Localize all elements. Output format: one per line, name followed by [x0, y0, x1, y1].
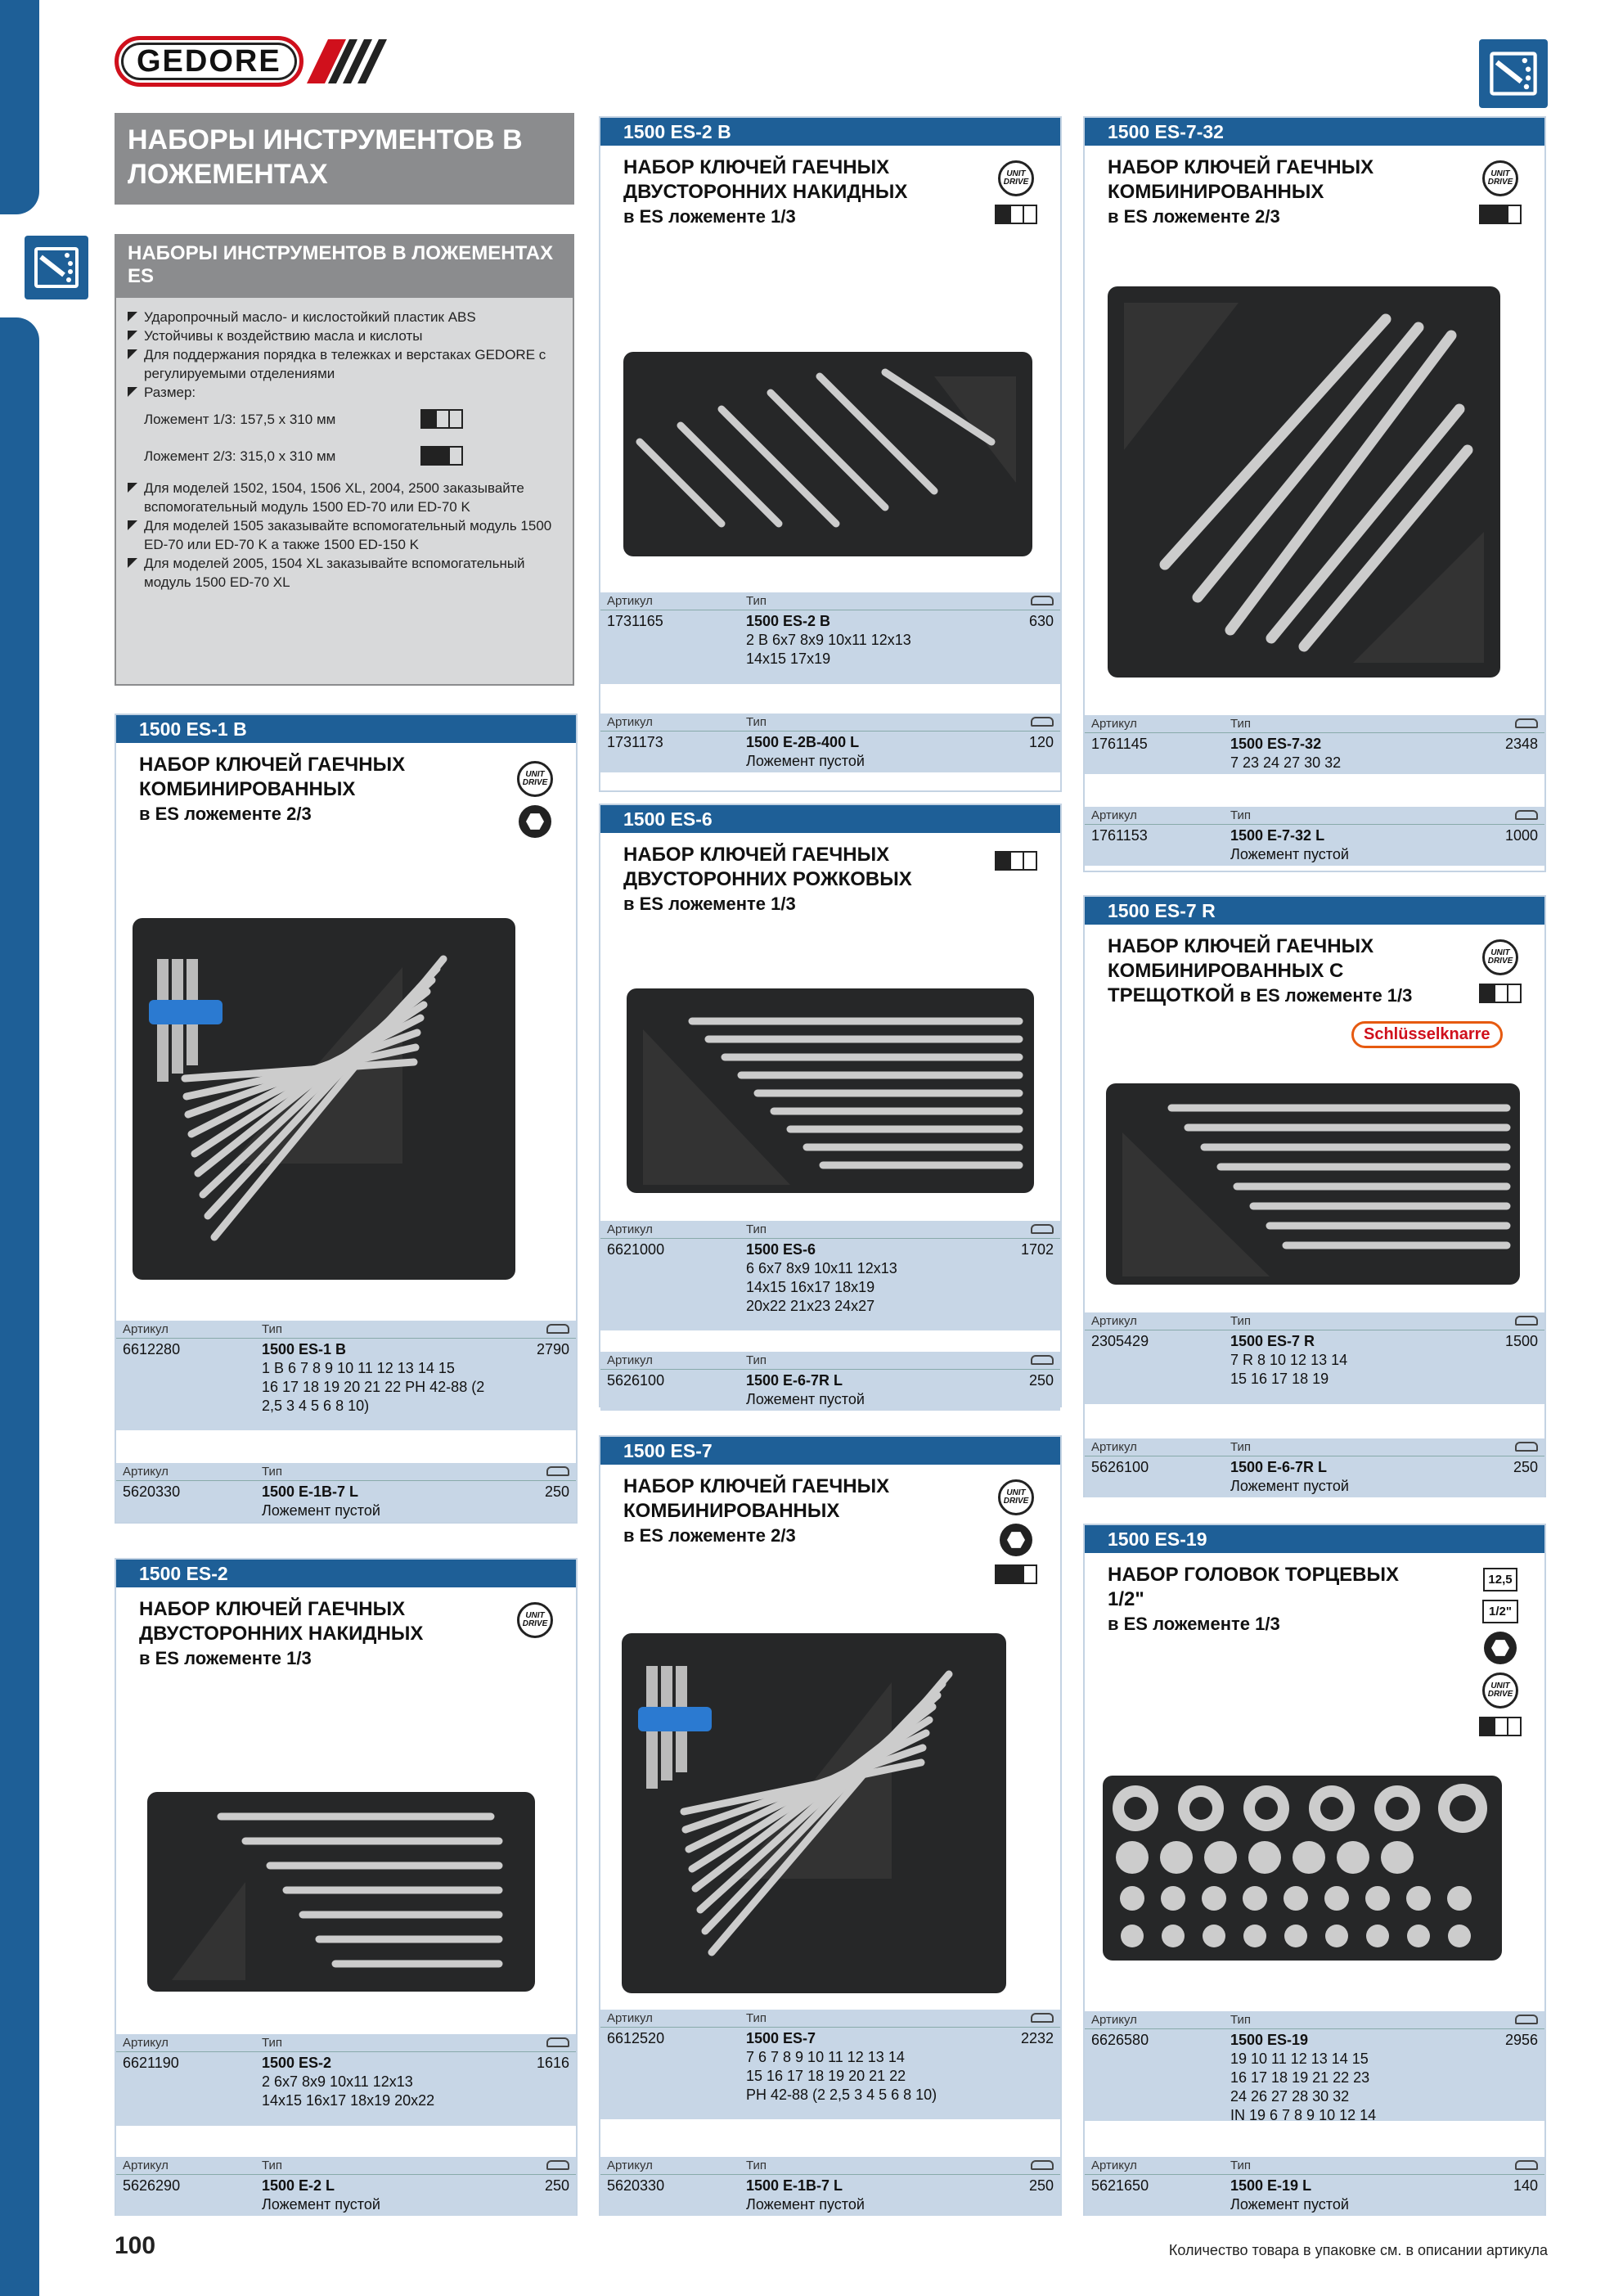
type-cell	[746, 1371, 865, 1409]
product-code: 1500 ES-19	[1085, 1525, 1544, 1553]
weight-scale-icon	[1031, 1355, 1054, 1365]
weight-scale-icon	[1515, 810, 1538, 820]
article-number: 6612280	[123, 1341, 181, 1357]
drive-size-half-inch-icon: 1/2"	[1482, 1600, 1518, 1623]
feature-icons	[1479, 1568, 1522, 1736]
type-code: 1500 E-2 L	[262, 2177, 335, 2194]
type-line: 7 23 24 27 30 32	[1230, 754, 1342, 771]
type-cell	[746, 2029, 937, 2118]
weight-value: 2956	[1504, 2032, 1538, 2048]
left-edge-bar-top	[0, 0, 39, 214]
product-subtitle: в ES ложементе 1/3	[139, 1648, 312, 1668]
product-title	[1085, 146, 1428, 229]
product-card-es7	[599, 1435, 1062, 2216]
page-number: 100	[115, 2232, 156, 2259]
col-article-header: Артикул	[607, 1353, 653, 1367]
weight-value: 250	[1028, 1372, 1054, 1389]
weight-value: 1500	[1504, 1333, 1538, 1349]
product-subtitle: в ES ложементе 2/3	[623, 1525, 796, 1546]
feature-icons	[517, 1602, 553, 1638]
col-article-header: Артикул	[123, 1465, 169, 1479]
tray-two-thirds-icon	[420, 446, 463, 466]
article-number: 1761145	[1091, 736, 1148, 752]
product-title	[116, 1587, 460, 1671]
col-article-header: Артикул	[607, 594, 653, 608]
type-line: 14x15 16x17 18x19	[746, 1279, 875, 1295]
price-table	[1085, 1438, 1544, 1497]
feature-icons	[1479, 939, 1522, 1003]
price-table	[1085, 715, 1544, 774]
type-cell	[1230, 826, 1349, 864]
product-card-es732	[1083, 116, 1546, 872]
type-line: 16 17 18 19 21 22 23	[1230, 2069, 1370, 2086]
unit-drive-icon: UNIT DRIVE	[517, 1602, 553, 1638]
type-line: 1 B 6 7 8 9 10 11 12 13 14 15	[262, 1360, 455, 1376]
hex-profile-icon	[1000, 1524, 1032, 1556]
product-title-text: НАБОР ГОЛОВОК ТОРЦЕВЫХ 1/2"	[1108, 1564, 1399, 1610]
product-title	[600, 1465, 944, 1548]
type-line: Ложемент пустой	[746, 753, 865, 769]
col-type-header: Тип	[262, 2036, 283, 2050]
weight-scale-icon	[1515, 718, 1538, 728]
col-article-header: Артикул	[123, 2036, 169, 2050]
type-cell	[262, 1483, 380, 1520]
info-item: Размер:	[128, 383, 561, 402]
product-title	[1085, 1553, 1428, 1636]
price-table	[600, 2010, 1060, 2119]
type-cell	[262, 2054, 434, 2124]
type-cell	[1230, 2031, 1377, 2123]
product-card-es7r	[1083, 895, 1546, 1497]
drive-size-12-5-icon: 12,5	[1483, 1568, 1517, 1591]
product-subtitle: в ES ложементе 1/3	[1108, 1614, 1280, 1634]
weight-value: 1000	[1504, 827, 1538, 844]
price-table	[1085, 2157, 1544, 2216]
product-title	[1085, 925, 1445, 1008]
type-code: 1500 E-1B-7 L	[746, 2177, 843, 2194]
left-edge-bar-bottom	[0, 317, 39, 2296]
product-image-es2b	[623, 352, 1032, 556]
col-type-header: Тип	[262, 2159, 283, 2172]
section-title: НАБОРЫ ИНСТРУМЕНТОВ В ЛОЖЕМЕНТАХ	[115, 113, 574, 205]
type-code: 1500 E-6-7R L	[1230, 1459, 1328, 1475]
type-line: 7 R 8 10 12 13 14	[1230, 1352, 1348, 1368]
col-article-header: Артикул	[1091, 2013, 1137, 2027]
article-number: 5620330	[607, 2177, 665, 2194]
tool-tray-icon	[25, 236, 88, 299]
info-title: НАБОРЫ ИНСТРУМЕНТОВ В ЛОЖЕМЕНТАХ ES	[116, 236, 573, 298]
col-type-header: Тип	[262, 1465, 283, 1479]
article-number: 2305429	[1091, 1333, 1149, 1349]
type-code: 1500 ES-1 B	[262, 1341, 347, 1357]
type-cell	[1230, 1332, 1347, 1402]
product-code: 1500 ES-2	[116, 1560, 576, 1587]
col-type-header: Тип	[1230, 808, 1252, 822]
type-line: Ложемент пустой	[746, 1391, 865, 1407]
product-code: 1500 ES-1 B	[116, 715, 576, 743]
product-image-es7r	[1106, 1083, 1520, 1285]
product-title-text: НАБОР КЛЮЧЕЙ ГАЕЧНЫХ ДВУСТОРОННИХ НАКИДНЫХ	[139, 1598, 424, 1645]
type-code: 1500 ES-7 R	[1230, 1333, 1315, 1349]
product-card-es19	[1083, 1524, 1546, 2216]
type-cell	[746, 612, 911, 682]
product-image-es19	[1103, 1776, 1502, 1961]
col-type-header: Тип	[746, 1353, 767, 1367]
product-image-es6	[627, 988, 1034, 1193]
feature-icons	[1479, 160, 1522, 224]
type-code: 1500 E-1B-7 L	[262, 1483, 359, 1500]
col-article-header: Артикул	[607, 2011, 653, 2025]
col-article-header: Артикул	[123, 1322, 169, 1336]
type-code: 1500 ES-2	[262, 2055, 332, 2071]
type-line: IN 19 6 7 8 9 10 12 14	[1230, 2107, 1377, 2123]
weight-scale-icon	[1515, 1442, 1538, 1452]
tray-third-icon	[1479, 984, 1522, 1003]
weight-scale-icon	[1515, 2160, 1538, 2170]
price-table	[116, 1321, 576, 1430]
product-title	[600, 833, 944, 916]
type-code: 1500 ES-19	[1230, 2032, 1309, 2048]
tray-third-icon	[1479, 1717, 1522, 1736]
unit-drive-icon: UNIT DRIVE	[998, 1479, 1034, 1515]
col-article-header: Артикул	[607, 715, 653, 729]
product-title-text: НАБОР КЛЮЧЕЙ ГАЕЧНЫХ ДВУСТОРОННИХ РОЖКОВЫХ	[623, 844, 912, 890]
unit-drive-icon: UNIT DRIVE	[998, 160, 1034, 196]
product-title-text: НАБОР КЛЮЧЕЙ ГАЕЧНЫХ ДВУСТОРОННИХ НАКИДНЫХ	[623, 156, 908, 203]
price-table	[600, 2157, 1060, 2216]
col-article-header: Артикул	[123, 2159, 169, 2172]
info-item: Для моделей 2005, 1504 XL заказывайте вспомогательный модуль 1500 ED-70 XL	[128, 554, 561, 592]
price-table	[1085, 2011, 1544, 2121]
info-item: Для моделей 1502, 1504, 1506 XL, 2004, 2500 заказывайте вспомогательный модуль 1500 ED-70 или ED-70 K	[128, 479, 561, 516]
col-type-header: Тип	[262, 1322, 283, 1336]
col-type-header: Тип	[1230, 1314, 1252, 1328]
type-line: Ложемент пустой	[262, 2196, 380, 2213]
article-number: 5621650	[1091, 2177, 1149, 2194]
col-type-header: Тип	[746, 2011, 767, 2025]
price-table	[600, 1221, 1060, 1330]
col-article-header: Артикул	[1091, 808, 1137, 822]
col-type-header: Тип	[746, 2159, 767, 2172]
weight-value: 2348	[1504, 736, 1538, 752]
type-cell	[746, 2177, 865, 2214]
weight-value: 250	[1513, 1459, 1538, 1475]
col-type-header: Тип	[746, 1222, 767, 1236]
product-image-es2	[147, 1792, 535, 1992]
weight-value: 120	[1028, 734, 1054, 750]
weight-value: 250	[544, 1483, 569, 1500]
type-code: 1500 ES-6	[746, 1241, 816, 1258]
weight-scale-icon	[1515, 2015, 1538, 2024]
unit-drive-icon: UNIT DRIVE	[517, 761, 553, 797]
weight-scale-icon	[1031, 2013, 1054, 2023]
product-subtitle: в ES ложементе 1/3	[623, 894, 796, 914]
price-table	[600, 714, 1060, 772]
price-table	[116, 2034, 576, 2126]
weight-scale-icon	[546, 2037, 569, 2047]
type-line: 15 16 17 18 19	[1230, 1371, 1329, 1387]
type-cell	[746, 1240, 897, 1329]
col-article-header: Артикул	[1091, 2159, 1137, 2172]
info-item: Для поддержания порядка в тележках и верстаках GEDORE с регулируемыми отделениями	[128, 345, 561, 383]
article-number: 6612520	[607, 2030, 665, 2046]
col-type-header: Тип	[746, 715, 767, 729]
col-type-header: Тип	[1230, 2159, 1252, 2172]
col-article-header: Артикул	[607, 2159, 653, 2172]
feature-icons	[517, 761, 553, 838]
tray-third-icon	[995, 851, 1037, 871]
article-number: 6621190	[123, 2055, 179, 2071]
article-number: 1731173	[607, 734, 663, 750]
type-line: 2,5 3 4 5 6 8 10)	[262, 1398, 370, 1414]
unit-drive-icon: UNIT DRIVE	[1482, 160, 1518, 196]
type-line: 14x15 17x19	[746, 651, 831, 667]
article-number: 1731165	[607, 613, 663, 629]
hex-profile-icon	[1484, 1632, 1517, 1664]
article-number: 6626580	[1091, 2032, 1149, 2048]
type-line: 7 6 7 8 9 10 11 12 13 14	[746, 2049, 905, 2065]
product-code: 1500 ES-2 B	[600, 118, 1060, 146]
type-line: 19 10 11 12 13 14 15	[1230, 2051, 1369, 2067]
info-item: Для моделей 1505 заказывайте вспомогательный модуль 1500 ED-70 или ED-70 K а также 1500 ED-150 K	[128, 516, 561, 554]
product-image-es1b	[133, 918, 515, 1280]
price-table	[600, 1352, 1060, 1411]
product-card-es6	[599, 804, 1062, 1407]
article-number: 5626100	[607, 1372, 665, 1389]
unit-drive-icon: UNIT DRIVE	[1482, 939, 1518, 975]
type-line: 15 16 17 18 19 20 21 22	[746, 2068, 906, 2084]
product-subtitle: в ES ложементе 1/3	[623, 206, 796, 227]
type-code: 1500 ES-2 B	[746, 613, 831, 629]
col-article-header: Артикул	[1091, 1440, 1137, 1454]
type-line: 2 B 6x7 8x9 10x11 12x13	[746, 632, 911, 648]
weight-scale-icon	[1031, 2160, 1054, 2170]
type-cell	[1230, 1458, 1349, 1496]
type-code: 1500 ES-7-32	[1230, 736, 1322, 752]
brand-logo	[115, 36, 389, 87]
weight-scale-icon	[1031, 717, 1054, 727]
footer-note: Количество товара в упаковке см. в описании артикула	[1168, 2242, 1548, 2258]
type-line: 16 17 18 19 20 21 22 PH 42-88 (2	[262, 1379, 485, 1395]
feature-icons	[995, 851, 1037, 871]
type-line: 6 6x7 8x9 10x11 12x13	[746, 1260, 897, 1276]
type-line: Ложемент пустой	[1230, 2196, 1349, 2213]
weight-scale-icon	[546, 1324, 569, 1334]
price-table	[1085, 807, 1544, 866]
product-code: 1500 ES-6	[600, 805, 1060, 833]
product-subtitle: в ES ложементе 2/3	[1108, 206, 1280, 227]
weight-value: 2790	[536, 1341, 569, 1357]
article-number: 6621000	[607, 1241, 665, 1258]
product-title-text: НАБОР КЛЮЧЕЙ ГАЕЧНЫХ КОМБИНИРОВАННЫХ	[1108, 156, 1374, 203]
col-type-header: Тип	[746, 594, 767, 608]
article-number: 5626100	[1091, 1459, 1149, 1475]
weight-value: 1616	[536, 2055, 569, 2071]
product-subtitle: в ES ложементе 2/3	[139, 804, 312, 824]
product-card-es1b	[115, 714, 578, 1524]
type-cell	[1230, 2177, 1349, 2214]
product-code: 1500 ES-7 R	[1085, 897, 1544, 925]
ratchet-series-badge: Schlüsselknarre	[1351, 1021, 1503, 1048]
type-line: 14x15 16x17 18x19 20x22	[262, 2092, 435, 2109]
type-code: 1500 E-2B-400 L	[746, 734, 860, 750]
col-article-header: Артикул	[607, 1222, 653, 1236]
col-article-header: Артикул	[1091, 717, 1137, 731]
weight-value: 1702	[1020, 1241, 1054, 1258]
info-item: Ударопрочный масло- и кислостойкий пластик ABS	[128, 308, 561, 326]
weight-scale-icon	[1031, 596, 1054, 606]
product-title	[116, 743, 460, 826]
col-type-header: Тип	[1230, 2013, 1252, 2027]
product-subtitle: в ES ложементе 1/3	[1239, 985, 1413, 1006]
product-image-es732	[1108, 286, 1500, 678]
feature-icons	[995, 160, 1037, 224]
tray-two-thirds-icon	[1479, 205, 1522, 224]
article-number: 5626290	[123, 2177, 181, 2194]
brand-slash-icon	[307, 39, 389, 83]
col-type-header: Тип	[1230, 1440, 1252, 1454]
product-title-text: НАБОР КЛЮЧЕЙ ГАЕЧНЫХ КОМБИНИРОВАННЫХ	[139, 754, 406, 800]
weight-scale-icon	[546, 2160, 569, 2170]
hex-profile-icon	[519, 805, 551, 838]
article-number: 1761153	[1091, 827, 1148, 844]
tray13-label: Ложемент 1/3: 157,5 x 310 мм	[144, 411, 336, 427]
weight-value: 2232	[1020, 2030, 1054, 2046]
weight-scale-icon	[546, 1466, 569, 1476]
product-code: 1500 ES-7-32	[1085, 118, 1544, 146]
info-item-tray23	[128, 436, 561, 475]
product-image-es7	[622, 1633, 1006, 1993]
article-number: 5620330	[123, 1483, 181, 1500]
type-line: 20x22 21x23 24x27	[746, 1298, 875, 1314]
info-box	[115, 234, 574, 686]
weight-value: 140	[1513, 2177, 1538, 2194]
col-type-header: Тип	[1230, 717, 1252, 731]
type-line: Ложемент пустой	[746, 2196, 865, 2213]
brand-name: GEDORE	[115, 36, 303, 87]
type-line: Ложемент пустой	[262, 1502, 380, 1519]
type-line: 2 6x7 8x9 10x11 12x13	[262, 2073, 413, 2090]
product-code: 1500 ES-7	[600, 1437, 1060, 1465]
price-table	[600, 592, 1060, 684]
product-card-es2	[115, 1558, 578, 2216]
weight-value: 630	[1028, 613, 1054, 629]
type-line: 24 26 27 28 30 32	[1230, 2088, 1350, 2105]
type-line: PH 42-88 (2 2,5 3 4 5 6 8 10)	[746, 2087, 937, 2103]
type-code: 1500 E-6-7R L	[746, 1372, 843, 1389]
price-table	[116, 2157, 576, 2216]
type-cell	[1230, 735, 1341, 772]
info-item: Устойчивы к воздействию масла и кислоты	[128, 326, 561, 345]
info-item-tray13	[128, 402, 561, 436]
type-code: 1500 E-7-32 L	[1230, 827, 1325, 844]
type-line: Ложемент пустой	[1230, 1478, 1349, 1494]
product-title-text: НАБОР КЛЮЧЕЙ ГАЕЧНЫХ КОМБИНИРОВАННЫХ С ТРЕЩОТКОЙ	[1108, 935, 1374, 1006]
tray-two-thirds-icon	[995, 1564, 1037, 1584]
product-title-text: НАБОР КЛЮЧЕЙ ГАЕЧНЫХ КОМБИНИРОВАННЫХ	[623, 1475, 890, 1522]
type-cell	[746, 733, 865, 771]
type-cell	[262, 2177, 380, 2214]
info-list	[116, 298, 573, 601]
type-cell	[262, 1340, 484, 1429]
price-table	[1085, 1312, 1544, 1404]
tray-third-icon	[995, 205, 1037, 224]
type-code: 1500 ES-7	[746, 2030, 816, 2046]
tray23-label: Ложемент 2/3: 315,0 x 310 мм	[144, 448, 336, 464]
weight-value: 250	[1028, 2177, 1054, 2194]
weight-value: 250	[544, 2177, 569, 2194]
weight-scale-icon	[1515, 1316, 1538, 1326]
product-card-es2b	[599, 116, 1062, 792]
type-line: Ложемент пустой	[1230, 846, 1349, 862]
price-table	[116, 1463, 576, 1522]
unit-drive-icon: UNIT DRIVE	[1482, 1672, 1518, 1708]
col-article-header: Артикул	[1091, 1314, 1137, 1328]
feature-icons	[995, 1479, 1037, 1584]
product-title	[600, 146, 944, 229]
weight-scale-icon	[1031, 1224, 1054, 1234]
tool-tray-icon-top	[1479, 39, 1548, 108]
type-code: 1500 E-19 L	[1230, 2177, 1312, 2194]
tray-third-icon	[420, 409, 463, 429]
